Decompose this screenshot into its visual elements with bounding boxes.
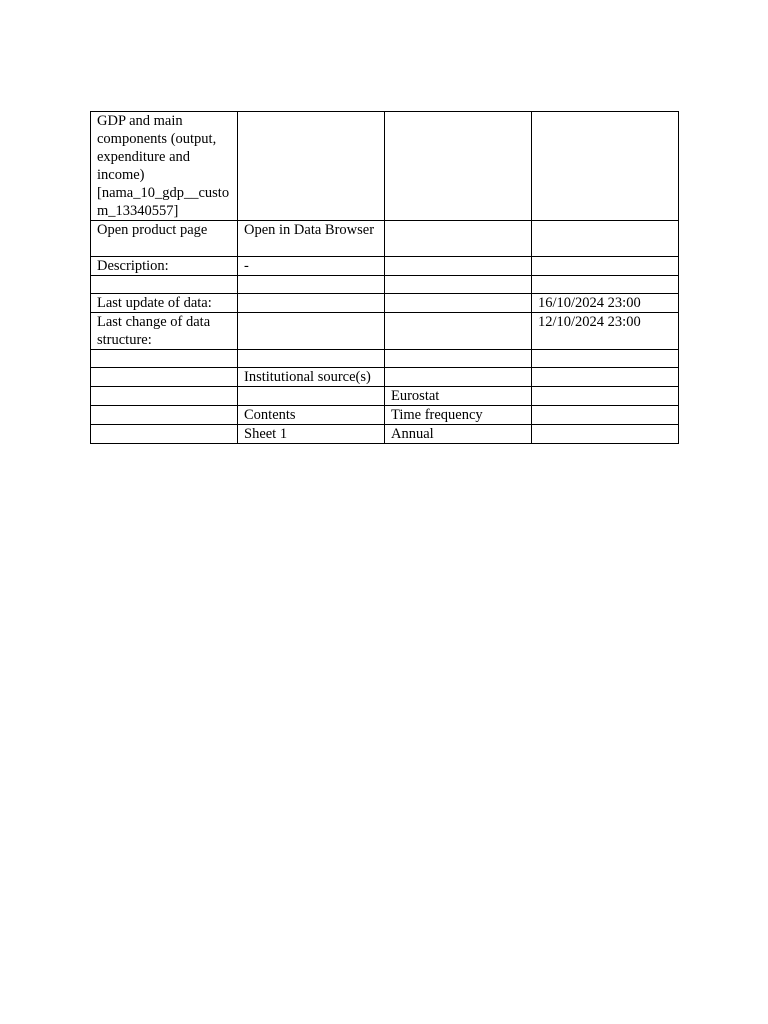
table-cell[interactable]: [385, 276, 532, 294]
contents-header-cell[interactable]: Contents: [238, 406, 385, 425]
table-row-description: [91, 257, 679, 276]
table-cell[interactable]: [91, 350, 238, 368]
table-cell[interactable]: [238, 112, 385, 221]
table-row-dataset-title: [91, 112, 679, 221]
dataset-title-cell[interactable]: GDP and main components (output, expenditure and income) [nama_10_gdp__custom_13340557]: [91, 112, 238, 221]
table-row-contents-header: [91, 406, 679, 425]
table-cell[interactable]: [91, 368, 238, 387]
table-cell[interactable]: [385, 350, 532, 368]
table-cell[interactable]: [385, 313, 532, 350]
table-row-links: [91, 221, 679, 257]
table-cell[interactable]: [385, 257, 532, 276]
table-cell[interactable]: [532, 350, 679, 368]
table-cell[interactable]: [238, 350, 385, 368]
table-cell[interactable]: [238, 294, 385, 313]
table-cell[interactable]: [532, 276, 679, 294]
table-cell[interactable]: [532, 425, 679, 444]
open-in-data-browser-link[interactable]: Open in Data Browser: [238, 221, 385, 257]
last-structure-change-label-cell[interactable]: Last change of data structure:: [91, 313, 238, 350]
description-value-cell[interactable]: -: [238, 257, 385, 276]
sheet-link-cell[interactable]: Sheet 1: [238, 425, 385, 444]
table-cell[interactable]: [91, 276, 238, 294]
table-cell[interactable]: [385, 368, 532, 387]
table-row-institutional-source-value: [91, 387, 679, 406]
table-cell[interactable]: [238, 276, 385, 294]
table-cell[interactable]: [238, 387, 385, 406]
table-cell[interactable]: [532, 257, 679, 276]
table-cell[interactable]: [91, 406, 238, 425]
table-cell[interactable]: [532, 112, 679, 221]
table-row-last-structure-change: [91, 313, 679, 350]
table-cell[interactable]: [91, 387, 238, 406]
table-cell[interactable]: [532, 387, 679, 406]
table-row-last-update: [91, 294, 679, 313]
last-update-value-cell[interactable]: 16/10/2024 23:00: [532, 294, 679, 313]
table-cell[interactable]: [91, 425, 238, 444]
time-frequency-value-cell[interactable]: Annual: [385, 425, 532, 444]
last-structure-change-value-cell[interactable]: 12/10/2024 23:00: [532, 313, 679, 350]
last-update-label-cell[interactable]: Last update of data:: [91, 294, 238, 313]
description-label-cell[interactable]: Description:: [91, 257, 238, 276]
table-cell[interactable]: [238, 313, 385, 350]
table-cell[interactable]: [385, 112, 532, 221]
open-product-page-link[interactable]: Open product page: [91, 221, 238, 257]
table-row-contents-sheet: [91, 425, 679, 444]
institutional-source-value-cell[interactable]: Eurostat: [385, 387, 532, 406]
table-row-institutional-source-header: [91, 368, 679, 387]
table-cell[interactable]: [385, 294, 532, 313]
table-row-empty: [91, 350, 679, 368]
time-frequency-header-cell[interactable]: Time frequency: [385, 406, 532, 425]
table-row-empty: [91, 276, 679, 294]
table-cell[interactable]: [532, 368, 679, 387]
institutional-source-label-cell[interactable]: Institutional source(s): [238, 368, 385, 387]
table-cell[interactable]: [532, 406, 679, 425]
table-cell[interactable]: [532, 221, 679, 257]
table-cell[interactable]: [385, 221, 532, 257]
metadata-sheet-table: [90, 111, 679, 444]
